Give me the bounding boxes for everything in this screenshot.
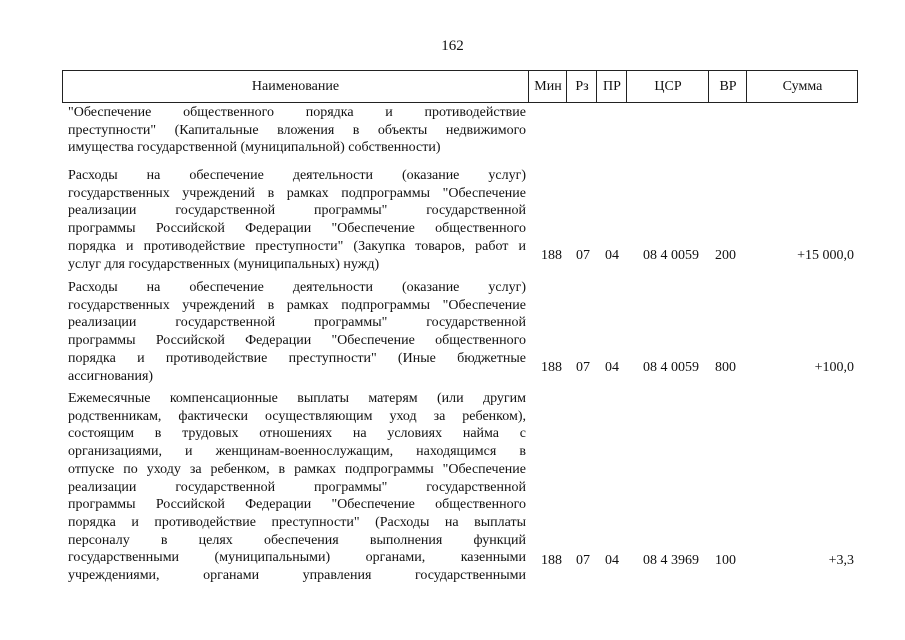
cell-pr: 04	[605, 553, 619, 568]
cell-csr: 08 4 0059	[643, 360, 699, 375]
description-line: реализации государственной программы" государственной	[68, 479, 526, 495]
description-line: порядка и противодействие преступности" (Закупка товаров, работ и	[68, 238, 526, 254]
description-line: "Обеспечение общественного порядка и противодействие	[68, 105, 526, 120]
description-line: Расходы на обеспечение деятельности (оказание услуг)	[68, 168, 526, 183]
description-line: родственникам, фактически осуществляющим уход за ребенком),	[68, 408, 526, 424]
cell-vr: 200	[715, 248, 736, 263]
description-line: организациями, и женщинам-военнослужащим, находящимся в	[68, 444, 526, 460]
row-description	[68, 167, 526, 273]
cell-min: 188	[541, 553, 562, 568]
header-name: Наименование	[251, 79, 340, 94]
description-line: реализации государственной программы" государственной	[68, 203, 526, 219]
description-line: отпуске по уходу за ребенком, в рамках подпрограммы "Обеспечение	[68, 461, 526, 477]
description-line: Расходы на обеспечение деятельности (оказание услуг)	[68, 280, 526, 295]
description-line: имущества государственной (муниципальной) собственности)	[68, 140, 441, 156]
cell-vr: 800	[715, 360, 736, 375]
cell-csr: 08 4 0059	[643, 248, 699, 263]
header-rz: Рз	[566, 71, 597, 102]
description-line: программы Российской Федерации "Обеспечение общественного	[68, 333, 526, 349]
description-line: состоящим в трудовых отношениях на условиях найма с	[68, 426, 526, 442]
description-line: порядка и противодействие преступности" (Расходы на выплаты	[68, 514, 526, 530]
header-vr: ВР	[708, 71, 747, 102]
description-line: государственных учреждений в рамках подпрограммы "Обеспечение	[68, 297, 526, 313]
row-description	[68, 390, 526, 585]
table-header	[62, 70, 858, 103]
description-line: государственными (муниципальными) органами, казенными	[68, 550, 526, 566]
cell-sum: +100,0	[814, 360, 854, 375]
cell-csr: 08 4 3969	[643, 553, 699, 568]
page-number: 162	[441, 38, 464, 54]
cell-min: 188	[541, 248, 562, 263]
description-line: порядка и противодействие преступности" (Иные бюджетные	[68, 350, 526, 366]
description-line: преступности" (Капитальные вложения в объекты недвижимого	[68, 122, 526, 138]
cell-pr: 04	[605, 248, 619, 263]
header-csr: ЦСР	[626, 71, 709, 102]
cell-sum: +3,3	[828, 553, 854, 568]
cell-sum: +15 000,0	[797, 248, 854, 263]
row-description	[68, 104, 526, 157]
cell-rz: 07	[576, 360, 590, 375]
header-pr: ПР	[596, 71, 627, 102]
description-line: учреждениями, органами управления государственными	[68, 568, 526, 584]
description-line: персоналу в целях обеспечения выполнения функций	[68, 532, 526, 548]
description-line: ассигнования)	[68, 368, 154, 384]
description-line: программы Российской Федерации "Обеспечение общественного	[68, 497, 526, 513]
header-sum: Сумма	[746, 71, 858, 102]
description-line: государственных учреждений в рамках подпрограммы "Обеспечение	[68, 185, 526, 201]
description-line: услуг для государственных (муниципальных) нужд)	[68, 256, 380, 272]
description-line: программы Российской Федерации "Обеспечение общественного	[68, 221, 526, 237]
description-line: реализации государственной программы" государственной	[68, 315, 526, 331]
cell-rz: 07	[576, 553, 590, 568]
header-min: Мин	[528, 71, 567, 102]
cell-pr: 04	[605, 360, 619, 375]
cell-min: 188	[541, 360, 562, 375]
cell-rz: 07	[576, 248, 590, 263]
cell-vr: 100	[715, 553, 736, 568]
description-line: Ежемесячные компенсационные выплаты матерям (или другим	[68, 391, 526, 406]
row-description	[68, 279, 526, 385]
